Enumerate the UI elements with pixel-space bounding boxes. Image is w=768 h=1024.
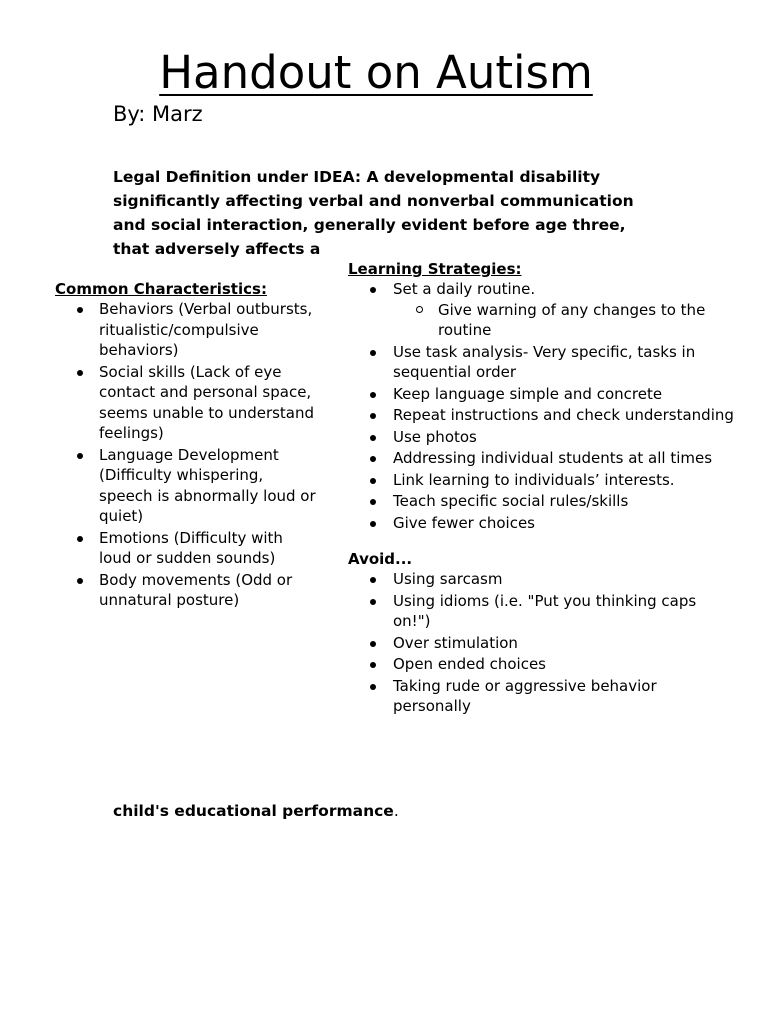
- characteristics-heading: Common Characteristics:: [55, 280, 267, 298]
- characteristic-text: Behaviors (Verbal outbursts, ritualistic/compulsive behaviors): [99, 300, 313, 359]
- list-item: [348, 569, 738, 590]
- definition-tail-text: child's educational performance: [113, 802, 394, 820]
- strategy-text: Addressing individual students at all times: [393, 449, 713, 467]
- sub-list-item: [393, 300, 738, 341]
- list-item: [348, 384, 738, 405]
- strategy-text: Use photos: [393, 427, 477, 446]
- bullet-icon: [370, 350, 376, 356]
- strategy-text: Teach specific social rules/skills: [393, 492, 629, 510]
- strategies-heading: Learning Strategies:: [348, 260, 522, 278]
- strategy-text: Give fewer choices: [393, 513, 535, 532]
- definition-continuation: [113, 799, 399, 823]
- avoid-text: Taking rude or aggressive behavior personally: [393, 676, 657, 715]
- bullet-icon: [77, 307, 83, 313]
- bullet-icon: [370, 641, 376, 647]
- definition-label: Legal Definition under IDEA: [113, 168, 355, 186]
- characteristic-text: Body movements (Odd or unnatural posture): [99, 570, 293, 609]
- bullet-icon: [77, 536, 83, 542]
- strategies-list: [348, 279, 738, 533]
- list-item: [348, 405, 738, 426]
- avoid-text: Over stimulation: [393, 633, 518, 652]
- strategies-column: [348, 259, 738, 718]
- definition-paragraph: [113, 165, 658, 261]
- bullet-icon: [370, 435, 376, 441]
- characteristics-column: [55, 279, 317, 612]
- list-item: [348, 513, 738, 534]
- list-item: [348, 470, 738, 491]
- bullet-icon: [370, 684, 376, 690]
- strategy-text: Use task analysis- Very specific, tasks in sequential order: [393, 342, 696, 381]
- list-item: [348, 676, 738, 717]
- list-item: [55, 445, 317, 527]
- bullet-icon: [370, 521, 376, 527]
- characteristic-text: Social skills (Lack of eye contact and personal space, seems unable to understand feelings): [99, 362, 315, 442]
- bullet-icon: [77, 370, 83, 376]
- strategy-sub-text: Give warning of any changes to the routine: [438, 300, 706, 339]
- strategy-text: Keep language simple and concrete: [393, 384, 663, 403]
- bullet-icon: [370, 413, 376, 419]
- list-item: [348, 448, 738, 469]
- hollow-bullet-icon: [416, 306, 423, 313]
- strategy-text: Set a daily routine.: [393, 280, 536, 298]
- author-byline: By: Marz: [113, 102, 203, 126]
- bullet-icon: [370, 662, 376, 668]
- avoid-heading: Avoid...: [348, 550, 413, 568]
- bullet-icon: [370, 456, 376, 462]
- bullet-icon: [77, 578, 83, 584]
- bullet-icon: [370, 577, 376, 583]
- list-item: [348, 279, 738, 341]
- list-item: [348, 342, 738, 383]
- characteristics-list: [55, 299, 317, 611]
- list-item: [348, 591, 738, 632]
- avoid-text: Open ended choices: [393, 655, 546, 673]
- characteristic-text: Language Development (Difficulty whispering, speech is abnormally loud or quiet): [99, 445, 316, 525]
- definition-text: : A developmental disability significantly affecting verbal and nonverbal communication and social interaction, generally evident before age three, that adversely affects a: [113, 168, 634, 258]
- bullet-icon: [370, 478, 376, 484]
- list-item: [55, 528, 317, 569]
- bullet-icon: [370, 499, 376, 505]
- list-item: [55, 362, 317, 444]
- bullet-icon: [77, 453, 83, 459]
- document-title: Handout on Autism: [159, 46, 593, 99]
- avoid-list: [348, 569, 738, 717]
- list-item: [348, 427, 738, 448]
- strategy-text: Repeat instructions and check understanding: [393, 406, 734, 424]
- strategy-text: Link learning to individuals’ interests.: [393, 470, 675, 489]
- definition-tail-period: .: [393, 802, 399, 820]
- avoid-text: Using idioms (i.e. "Put you thinking caps on!"): [393, 591, 697, 630]
- list-item: [348, 654, 738, 675]
- characteristic-text: Emotions (Difficulty with loud or sudden sounds): [99, 528, 283, 567]
- list-item: [55, 570, 317, 611]
- bullet-icon: [370, 599, 376, 605]
- list-item: [348, 491, 738, 512]
- strategy-sub-list: [393, 300, 738, 341]
- avoid-text: Using sarcasm: [393, 570, 503, 588]
- list-item: [348, 633, 738, 654]
- bullet-icon: [370, 287, 376, 293]
- list-item: [55, 299, 317, 361]
- bullet-icon: [370, 392, 376, 398]
